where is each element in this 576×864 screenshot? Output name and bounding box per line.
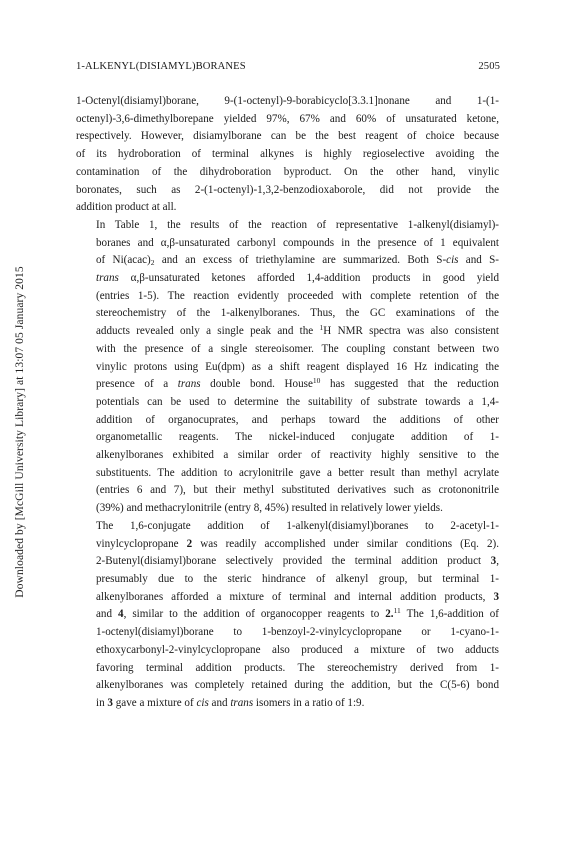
- text-run: 2-Butenyl(disiamyl)borane selectively provided the terminal addition product: [96, 555, 491, 568]
- text-line: [76, 606, 499, 624]
- italic-text: cis: [196, 696, 209, 709]
- text-run: and: [96, 608, 119, 621]
- bold-text: 4: [118, 608, 124, 621]
- bold-text: .: [390, 608, 394, 621]
- text-line: [76, 536, 499, 554]
- text-run: H NMR spectra was also consistent: [323, 325, 499, 338]
- text-run: alkenylboranes was completely retained during the addition, but the C(5-6) bond: [96, 679, 499, 692]
- text-run: α,β-unsaturated ketones afforded 1,4-addition products in good yield: [118, 272, 499, 285]
- text-line: [76, 429, 499, 447]
- text-run: addition product at all.: [76, 201, 177, 214]
- text-run: contamination of the dihydroboration byproduct. On the other hand, vinylic: [76, 165, 499, 178]
- text-run: of its hydroboration of terminal alkynes is highly regioselective avoiding the: [76, 148, 499, 161]
- text-line: [76, 182, 499, 200]
- text-run: presumably due to the steric hindrance of alkenyl group, but terminal 1-: [96, 572, 499, 585]
- download-watermark: [6, 232, 34, 632]
- text-line: [76, 677, 499, 695]
- text-line: [76, 589, 499, 607]
- running-title: 1-ALKENYL(DISIAMYL)BORANES: [76, 61, 246, 72]
- text-run: and S-: [458, 254, 499, 267]
- text-run: ethoxycarbonyl-2-vinylcyclopropane also produced a mixture of two adducts: [96, 643, 499, 656]
- italic-text: trans: [177, 378, 201, 391]
- text-run: alkenylboranes exhibited a similar order of reactivity highly sensitive to the: [96, 449, 499, 462]
- text-run: in: [96, 696, 108, 709]
- superscript: 10: [312, 376, 321, 386]
- subscript: 2: [150, 258, 155, 268]
- text-run: double bond. House: [200, 378, 313, 391]
- page-number: 2505: [478, 61, 500, 72]
- download-watermark-text: Downloaded by [McGill University Library] at 13:07 05 January 2015: [14, 266, 26, 598]
- text-line: [76, 695, 499, 713]
- text-run: octenyl)-3,6-dimethylborepane yielded 97%, 67% and 60% of unsaturated ketone,: [76, 112, 499, 125]
- text-line: [76, 447, 499, 465]
- italic-text: trans: [96, 272, 119, 285]
- paragraph: [76, 93, 499, 217]
- text-line: [76, 235, 499, 253]
- bold-text: 3: [490, 555, 497, 568]
- body-text: [76, 93, 499, 713]
- running-header: [76, 61, 500, 72]
- text-run: potentials can be used to determine the suitability of substrate towards a 1,4-: [96, 395, 499, 408]
- text-run: The 1,6-addition of: [400, 608, 499, 621]
- text-line: [76, 111, 499, 129]
- text-run: (39%) and methacrylonitrile (entry 8, 45%) resulted in relatively lower yields.: [96, 502, 443, 515]
- text-line: [76, 500, 499, 518]
- bold-text: 3: [107, 696, 113, 709]
- bold-text: 2: [385, 608, 391, 621]
- text-run: (entries 1-5). The reaction evidently proceeded with complete retention of the: [96, 289, 499, 302]
- text-run: 1-octenyl(disiamyl)borane to 1-benzoyl-2-vinylcyclopropane or 1-cyano-1-: [96, 626, 499, 639]
- text-run: addition of organocuprates, and perhaps toward the additions of other: [96, 413, 499, 426]
- text-line: [76, 323, 499, 341]
- bold-text: 3: [493, 590, 499, 603]
- text-run: stereochemistry of the 1-alkenylboranes. Thus, the GC examinations of the: [96, 307, 499, 320]
- text-line: [76, 270, 499, 288]
- text-run: vinylic protons using Eu(dpm) as a shift reagent displayed 16 Hz indicating the: [96, 360, 499, 373]
- text-run: substituents. The addition to acrylonitrile gave a better result than methyl acrylate: [96, 466, 499, 479]
- text-run: boronates, such as 2-(1-octenyl)-1,3,2-benzodioxaborole, did not provide the: [76, 183, 499, 196]
- text-line: [76, 553, 499, 571]
- superscript: 11: [393, 606, 401, 616]
- text-line: [76, 359, 499, 377]
- text-run: In Table 1, the results of the reaction of representative 1-alkenyl(disiamyl)-: [96, 218, 499, 231]
- text-run: favoring terminal addition products. The stereochemistry derived from 1-: [96, 661, 499, 674]
- text-line: [76, 482, 499, 500]
- text-line: [76, 571, 499, 589]
- text-line: [76, 376, 499, 394]
- text-line: [76, 288, 499, 306]
- paragraph: [76, 217, 499, 518]
- italic-text: trans: [230, 696, 254, 709]
- text-run: gave a mixture of: [112, 696, 197, 709]
- text-line: [76, 164, 499, 182]
- text-run: and an excess of triethylamine are summarized. Both S-: [154, 254, 447, 267]
- text-line: [76, 199, 499, 217]
- text-run: adducts revealed only a single peak and the: [96, 325, 320, 338]
- text-run: , similar to the addition of organocopper reagents to: [123, 608, 386, 621]
- text-line: [76, 341, 499, 359]
- text-line: [76, 465, 499, 483]
- text-run: alkenylboranes afforded a mixture of terminal and internal addition products,: [96, 590, 494, 603]
- text-run: of Ni(acac): [96, 254, 151, 267]
- text-run: with the presence of a single stereoisomer. The coupling constant between two: [96, 342, 499, 355]
- text-line: [76, 146, 499, 164]
- text-line: [76, 412, 499, 430]
- text-run: boranes and α,β-unsaturated carbonyl compounds in the presence of 1 equivalent: [96, 236, 499, 249]
- text-run: and: [208, 696, 231, 709]
- text-run: ,: [496, 555, 499, 568]
- text-run: 1-Octenyl(disiamyl)borane, 9-(1-octenyl)-9-borabicyclo[3.3.1]nonane and 1-(1-: [76, 95, 499, 107]
- text-line: [76, 660, 499, 678]
- paragraph: [76, 518, 499, 713]
- text-line: [76, 518, 499, 536]
- superscript: 1: [319, 323, 324, 333]
- text-run: was readily accomplished under similar conditions (Eq. 2).: [192, 537, 499, 550]
- text-run: respectively. However, disiamylborane can be the best reagent of choice because: [76, 130, 499, 143]
- text-run: organometallic reagents. The nickel-induced conjugate addition of 1-: [96, 431, 499, 444]
- italic-text: cis: [446, 254, 459, 267]
- text-line: [76, 642, 499, 660]
- text-line: [76, 252, 499, 270]
- text-line: [76, 394, 499, 412]
- text-run: isomers in a ratio of 1:9.: [253, 696, 365, 709]
- text-line: [76, 128, 499, 146]
- text-line: [76, 93, 499, 111]
- text-run: presence of a: [96, 378, 178, 391]
- text-run: has suggested that the reduction: [320, 378, 499, 391]
- bold-text: 2: [186, 537, 193, 550]
- text-run: (entries 6 and 7), but their methyl substituted derivatives such as crotononitrile: [96, 484, 499, 497]
- text-run: The 1,6-conjugate addition of 1-alkenyl(disiamyl)boranes to 2-acetyl-1-: [96, 519, 499, 532]
- text-line: [76, 217, 499, 235]
- text-run: vinylcyclopropane: [96, 537, 187, 550]
- text-line: [76, 624, 499, 642]
- text-line: [76, 305, 499, 323]
